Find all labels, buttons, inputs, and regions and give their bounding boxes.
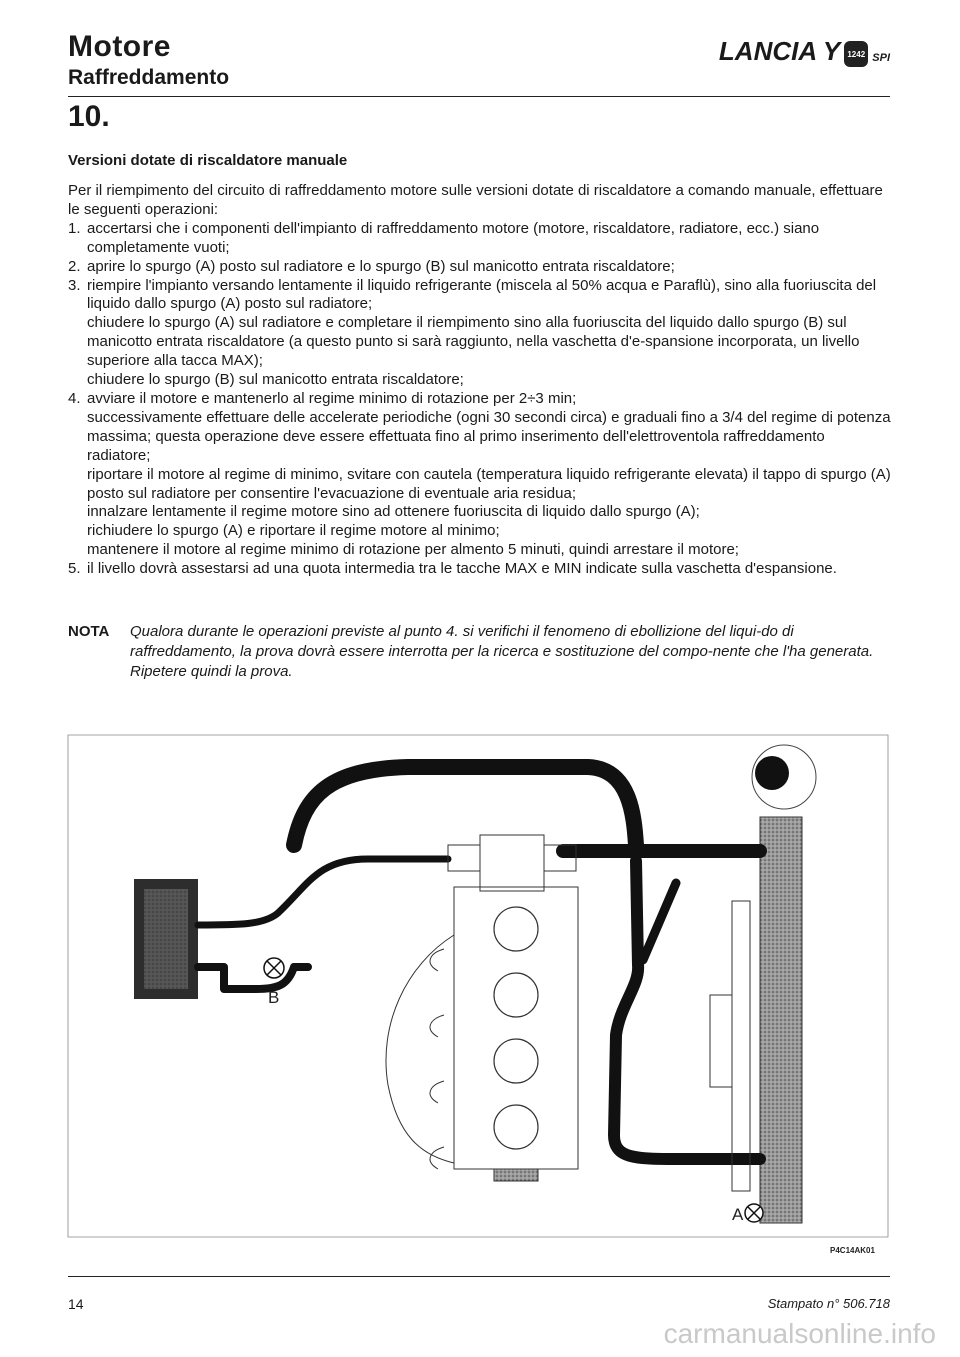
watermark-text: carmanualsonline.info [663, 1318, 936, 1349]
note-label: NOTA [68, 623, 110, 640]
engine-badge: 1242 [844, 41, 868, 67]
header-rule [68, 96, 890, 97]
step-number: 3. [68, 276, 81, 294]
step-line: innalzare lentamente il regime motore sino ad ottenere fuoriuscita di liquido dallo spurgo (A); [87, 503, 700, 521]
step-number: 2. [68, 257, 81, 275]
step-line: riempire l'impianto versando lentamente il liquido refrigerante (miscela al 50% acqua e Paraflù), sino alla fuoriuscita del liquido dallo spurgo (A) posto sul radiatore; [87, 276, 877, 313]
step-line: riportare il motore al regime di minimo, svitare con cautela (temperatura liquido refrigerante elevata) il tappo di spurgo (A) posto sul radiatore per consentire l'evacuazione di eventuale aria residua; [87, 465, 891, 502]
brand-logo [719, 36, 890, 67]
cooling-circuit-diagram [68, 735, 892, 1255]
engine-suffix: SPI [872, 52, 890, 64]
figure-code: P4C14AK01 [830, 1246, 875, 1255]
step-line: accertarsi che i componenti dell'impianto di raffreddamento motore (motore, riscaldatore, radiatore, ecc.) siano completamente vuoti; [87, 219, 820, 256]
note-block [68, 622, 892, 682]
engine-cylinders [494, 907, 538, 1149]
heater-texture [144, 889, 188, 989]
procedure-text [68, 182, 892, 579]
step-number: 4. [68, 389, 81, 407]
section-number: 10. [68, 100, 110, 133]
brand-name: LANCIA Y [718, 36, 841, 66]
step-1 [68, 220, 892, 258]
print-number: Stampato n° 506.718 [767, 1296, 890, 1311]
step-2 [68, 258, 892, 277]
label-b: B [268, 988, 280, 1007]
expansion-tank [710, 901, 750, 1191]
label-a: A [732, 1205, 744, 1224]
step-line: mantenere il motore al regime minimo di rotazione per almento 5 minuti, quindi arrestare il motore; [87, 541, 739, 559]
step-line: richiudere lo spurgo (A) e riportare il regime motore al minimo; [87, 522, 500, 540]
step-line: chiudere lo spurgo (B) sul manicotto entrata riscaldatore; [87, 371, 464, 389]
radiator [760, 817, 802, 1223]
step-line: il livello dovrà assestarsi ad una quota intermedia tra le tacche MAX e MIN indicate sulla vaschetta d'espansione. [87, 560, 837, 578]
step-line: chiudere lo spurgo (A) sul radiatore e completare il riempimento sino alla fuoriuscita del liquido dallo spurgo (B) sul manicotto entrata riscaldatore (a questo punto si sarà raggiunto, nella vaschetta d'e-spansione incorporata, un livello superiore alla tacca MAX); [87, 314, 860, 370]
bleed-screw-b [264, 958, 284, 978]
section-heading: Versioni dotate di riscaldatore manuale [68, 152, 348, 169]
step-line: successivamente effettuare delle accelerate periodiche (ogni 30 secondi circa) e graduali fino a 3/4 del regime di potenza massima; questa operazione deve essere effettuata fino al primo inserimento dell'elettroventola raffreddamento radiatore; [87, 408, 891, 464]
expansion-cap [755, 756, 789, 790]
step-5 [68, 560, 892, 579]
page-subtitle: Raffreddamento [68, 66, 230, 89]
step-number: 5. [68, 560, 81, 578]
step-3 [68, 277, 892, 390]
engine-block [386, 835, 578, 1169]
intro-paragraph: Per il riempimento del circuito di raffreddamento motore sulle versioni dotate di riscaldatore a comando manuale, effettuare le seguenti operazioni: [68, 182, 883, 218]
note-text: Qualora durante le operazioni previste al punto 4. si verifichi il fenomeno di ebollizione del liqui-do di raffreddamento, la prova dovrà essere interrotta per la ricerca e sostituzione del compo-nente che l'ha generata. Ripetere quindi la prova. [130, 623, 874, 680]
oil-sump [494, 1169, 538, 1181]
page-title: Motore [68, 30, 171, 63]
step-line: avviare il motore e mantenerlo al regime minimo di rotazione per 2÷3 min; [87, 389, 577, 407]
step-4 [68, 390, 892, 560]
bleed-screw-a [745, 1204, 763, 1222]
page-number: 14 [68, 1296, 84, 1312]
step-line: aprire lo spurgo (A) posto sul radiatore e lo spurgo (B) sul manicotto entrata riscaldatore; [87, 257, 675, 275]
step-number: 1. [68, 219, 81, 237]
cylinder-arcs [430, 949, 444, 1169]
footer-rule [68, 1276, 890, 1277]
